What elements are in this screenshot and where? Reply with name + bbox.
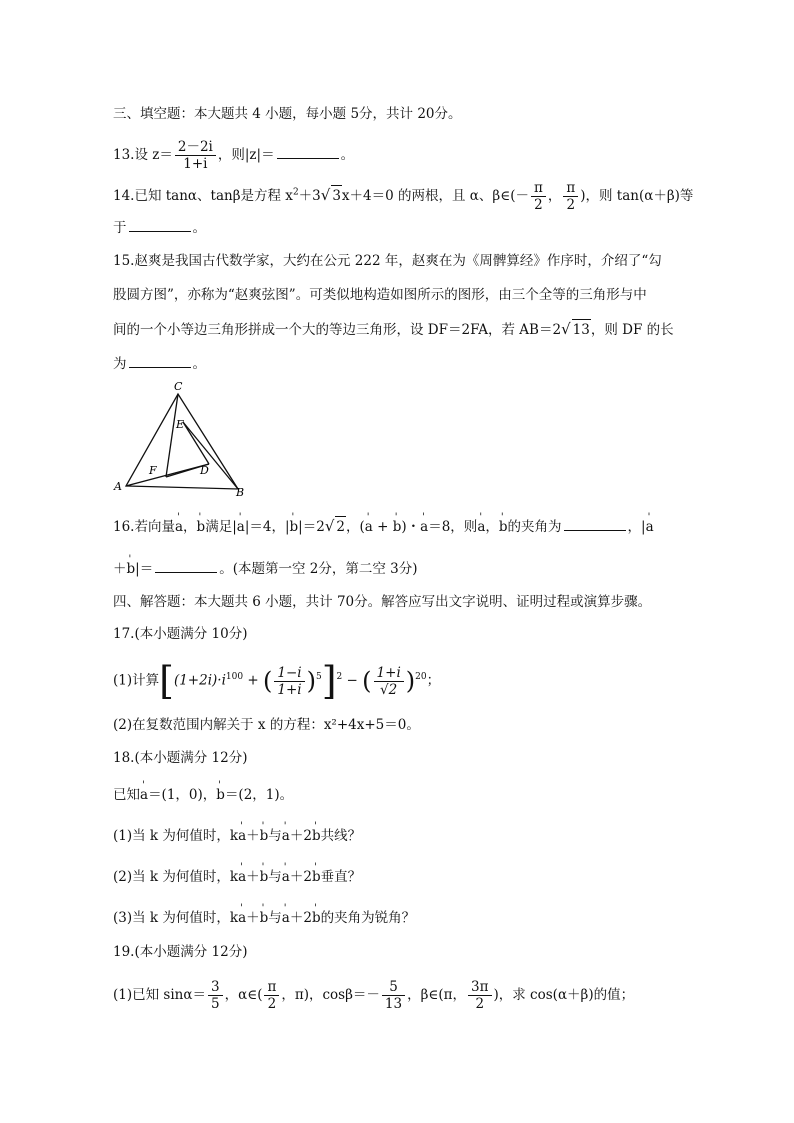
label-e: E <box>176 418 185 431</box>
q16-answer-blank-2[interactable] <box>155 558 217 573</box>
q13-fraction: $\frac{2-2i}{1+i}$ <box>175 139 216 172</box>
question-15-line4: 为 。 <box>113 353 206 374</box>
q15-answer-blank[interactable] <box>129 353 191 368</box>
section4-heading: 四、解答题：本大题共 6 小题，共计 70分。解答应写出文字说明、证明过程或演算步骤。 <box>113 594 652 610</box>
q13-answer-blank[interactable] <box>277 144 339 159</box>
q13-prefix: 13.设 z＝ <box>113 147 173 163</box>
question-13: 13.设 z＝ $\frac{2-2i}{1+i}$ ，则|z|＝ 。 <box>113 139 355 172</box>
question-17-part2: (2)在复数范围内解关于 x 的方程：x²+4x+5＝0。 <box>113 717 420 733</box>
q14-answer-blank[interactable] <box>129 217 191 232</box>
question-16-line2: ＋' b|＝ 。(本题第一空 2分，第二空 3分) <box>113 558 418 579</box>
label-f: F <box>149 464 157 477</box>
question-15-line1: 15.赵爽是我国古代数学家，大约在公元 222 年，赵爽在为《周髀算经》作序时，介绍了“勾 <box>113 253 662 269</box>
question-14: 14.已知 tanα、tanβ是方程 $x^2+3√$ 3x＋4＝0 的两根，且 α、β∈(－ $\frac{\pi}{2}$ ， $\frac{\pi}{2}$ )，则 tan(α＋β)等 <box>113 180 694 213</box>
question-18-part2: (2)当 k 为何值时，k' a＋' b与' a＋2' b垂直？ <box>113 867 361 887</box>
question-18-part1: (1)当 k 为何值时，k' a＋' b与' a＋2' b共线？ <box>113 826 361 846</box>
question-17-title: 17.(本小题满分 10分) <box>113 626 248 642</box>
q13-text: ，则|z|＝ <box>217 147 275 163</box>
label-a: A <box>114 480 122 493</box>
segment-cf <box>166 394 178 477</box>
section3-heading: 三、填空题：本大题共 4 小题，每小题 5分，共计 20分。 <box>113 106 462 122</box>
label-b: B <box>236 486 245 499</box>
question-16: 16.若向量' a，' b满足|' a|＝4，|' b|＝2√ 2，(' a + ' b)・' a＝8，则' a，' b的夹角为 ，|' a <box>113 516 654 537</box>
label-d: D <box>200 464 209 477</box>
question-15-line2: 股圆方图”，亦称为“赵爽弦图”。可类似地构造如图所示的图形，由三个全等的三角形与中 <box>113 287 647 303</box>
label-c: C <box>174 380 183 393</box>
question-19-part1: (1)已知 sinα＝ $\frac{3}{5}$ ，α∈( $\frac{\pi}{2}$ ，π)，cosβ＝－ $\frac{5}{13}$ ，β∈(π， $\frac{3\pi}{2}$ )，求 cos(α＋β)的值； <box>113 979 635 1012</box>
question-18-title: 18.(本小题满分 12分) <box>113 750 248 766</box>
zhao-shuang-figure <box>112 378 252 500</box>
outer-triangle <box>126 394 238 489</box>
segment-be <box>183 422 238 489</box>
question-15-line3: 间的一个小等边三角形拼成一个大的等边三角形，设 DF＝2FA，若 AB＝2√ 13，则 DF 的长 <box>113 320 674 338</box>
q16-answer-blank-1[interactable] <box>564 516 626 531</box>
question-19-title: 19.(本小题满分 12分) <box>113 944 248 960</box>
question-18-known: 已知' a＝(1，0)，' b＝(2，1)。 <box>113 785 293 805</box>
question-17-part1: (1)计算[$(1+2i)\cdot i^{100}$ + ( $\frac{1-i}{1+i}$ )$^5$]$^2$ − ( $\frac{1+i}{√2}$ )$^{20}$； <box>113 659 441 703</box>
question-14-line2: 于 。 <box>113 217 206 238</box>
question-18-part3: (3)当 k 为何值时，k' a＋' b与' a＋2' b的夹角为锐角？ <box>113 908 415 928</box>
